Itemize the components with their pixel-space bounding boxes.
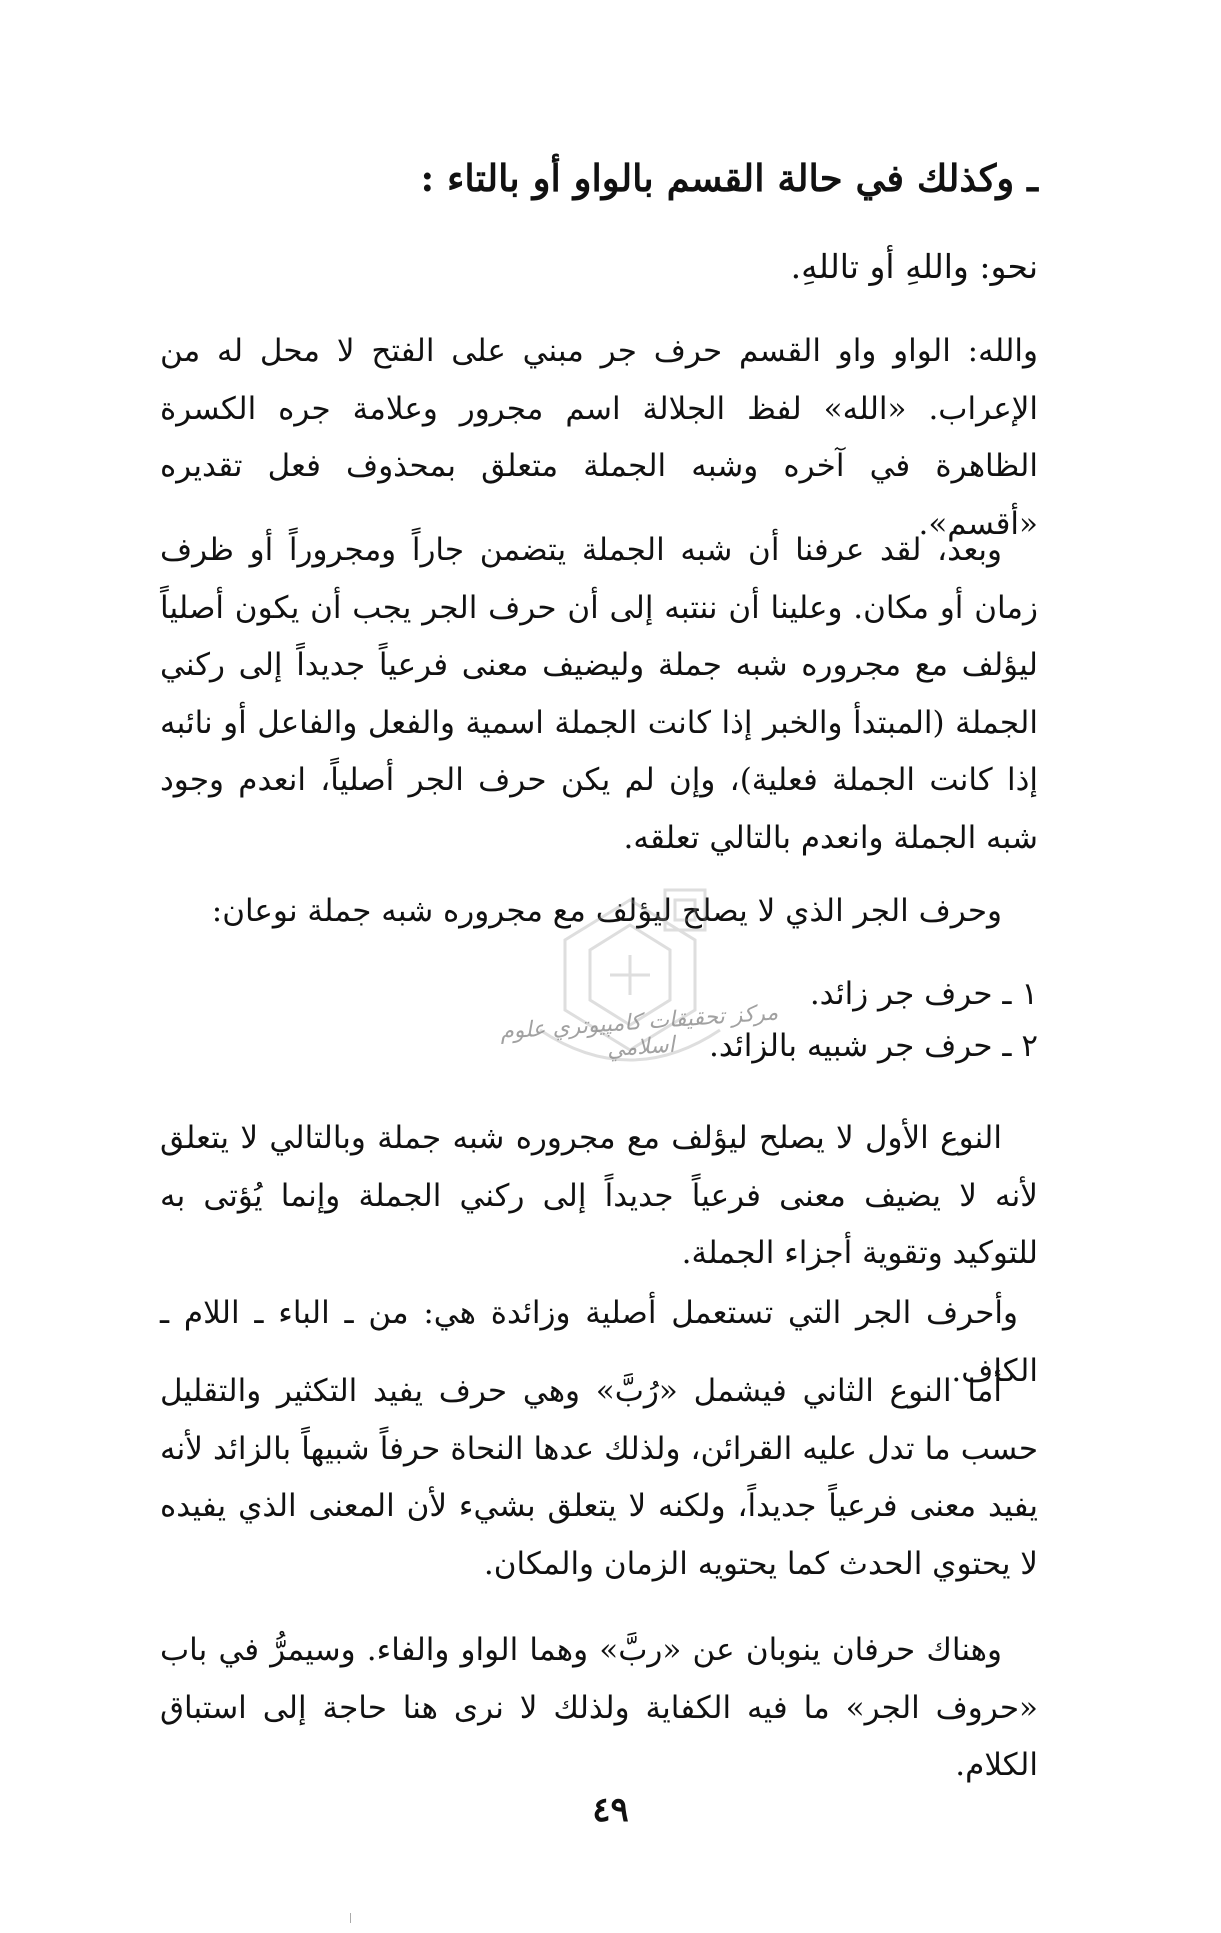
paragraph-first-type: النوع الأول لا يصلح ليؤلف مع مجروره شبه جملة وبالتالي لا يتعلق لأنه لا يضيف معنى فرعياً جديداً إلى ركني الجملة وإنما يُؤتى به للتوكيد وتقوية أجزاء الجملة. xyxy=(160,1120,1038,1271)
paragraph-substitutes: وهناك حرفان ينوبان عن «ربَّ» وهما الواو والفاء. وسيمرُّ في باب «حروف الجر» ما فيه الكفاية ولذلك لا نرى هنا حاجة إلى استباق الكلام. xyxy=(160,1632,1038,1783)
page-number: ٤٩ xyxy=(592,1790,629,1830)
paragraph-letters: وأحرف الجر التي تستعمل أصلية وزائدة هي: من ـ الباء ـ اللام ـ الكاف. xyxy=(160,1295,1038,1389)
paragraph-two-types: وحرف الجر الذي لا يصلح ليؤلف مع مجروره شبه جملة نوعان: xyxy=(211,893,1002,929)
example-line: نحو: واللهِ أو تاللهِ. xyxy=(790,247,1038,286)
paragraph-second-type: أما النوع الثاني فيشمل «رُبَّ» وهي حرف يفيد التكثير والتقليل حسب ما تدل عليه القرائن، ولذلك عدها النحاة حرفاً شبيهاً بالزائد لأنه يفيد معنى فرعياً جديداً، ولكنه لا يتعلق بشيء لأن المعنى الذي يفيده لا يحتوي الحدث كما يحتويه الزمان والمكان. xyxy=(160,1373,1038,1582)
section-heading: ـ وكذلك في حالة القسم بالواو أو بالتاء : xyxy=(420,156,1038,200)
list-item: ٢ ـ حرف جر شبيه بالزائد. xyxy=(709,1028,1038,1064)
watermark-text: مركز تحقيقات كامپيوتري علوم اسلامي xyxy=(499,1000,779,1063)
scan-mark xyxy=(350,1913,357,1923)
paragraph-shibh-jumla: وبعد، لقد عرفنا أن شبه الجملة يتضمن جاراً ومجروراً أو ظرف زمان أو مكان. وعلينا أن ننتبه إلى أن حرف الجر يجب أن يكون أصلياً ليؤلف مع مجروره شبه جملة وليضيف معنى فرعياً جديداً إلى ركني الجملة (المبتدأ والخبر إذا كانت الجملة اسمية والفعل والفاعل أو نائبه إذا كانت الجملة فعلية)، وإن لم يكن حرف الجر أصلياً، انعدم وجود شبه الجملة وانعدم بالتالي تعلقه. xyxy=(160,532,1038,856)
list-item: ١ ـ حرف جر زائد. xyxy=(809,976,1038,1012)
paragraph-parsing: والله: الواو واو القسم حرف جر مبني على الفتح لا محل له من الإعراب. «الله» لفظ الجلالة اسم مجرور وعلامة جره الكسرة الظاهرة في آخره وشبه الجملة متعلق بمحذوف فعل تقديره «أقسم». xyxy=(160,333,1038,542)
